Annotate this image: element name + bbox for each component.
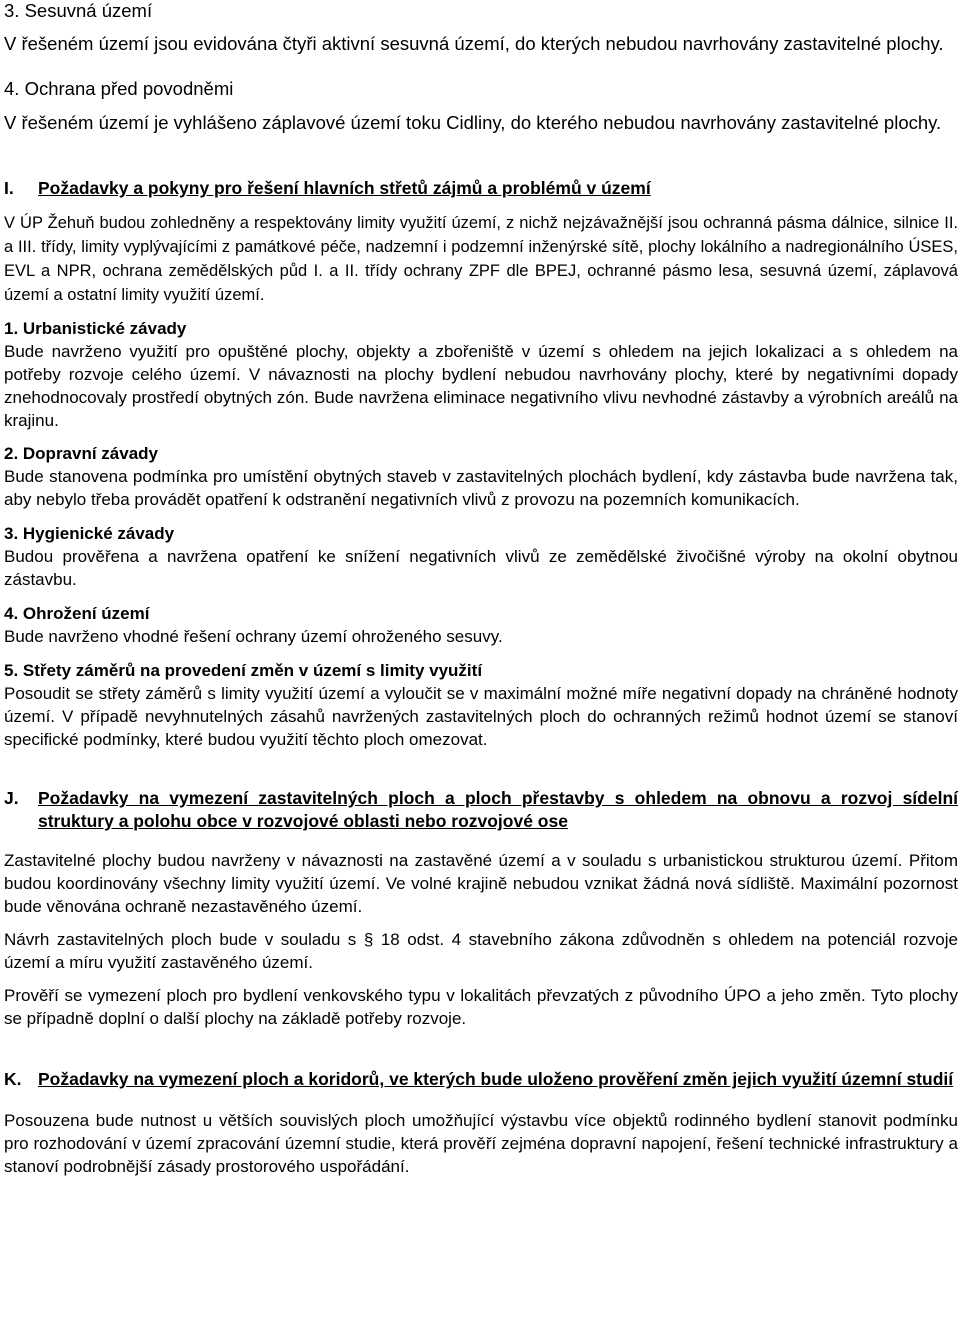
section-k-paragraph: Posouzena bude nutnost u větších souvislých ploch umožňující výstavbu více objektů rodinného bydlení stanovit podmínku pro rozhodování v území zpracování územní studie, která prověří zejména dopravní napojení, řešení technické infrastruktury a stanoví podrobnější zásady prostorového uspořádání.	[4, 1111, 958, 1176]
section-3-text: V řešeném území jsou evidována čtyři aktivní sesuvná území, do kterých nebudou navrhovány zastavitelné plochy.	[4, 33, 944, 54]
section-k-heading	[4, 1068, 958, 1091]
item-heading: 3. Hygienické závady	[4, 524, 175, 543]
section-i-item-5	[4, 659, 958, 751]
item-text: Bude stanovena podmínka pro umístění obytných staveb v zastavitelných plochách bydlení, kdy zástavba bude navržena tak, aby nebylo třeba provádět opatření k odstranění negativních vlivů z provozu na pozemních komunikacích.	[4, 467, 958, 509]
section-i-heading	[4, 177, 958, 200]
section-3-heading: 3. Sesuvná území	[4, 0, 153, 21]
section-i-letter: I.	[4, 178, 14, 198]
section-4-heading: 4. Ochrana před povodněmi	[4, 78, 234, 99]
section-4-text: V řešeném území je vyhlášeno záplavové území toku Cidliny, do kterého nebudou navrhovány zastavitelné plochy.	[4, 112, 942, 133]
document-page	[4, 0, 958, 1178]
section-j-letter: J.	[4, 788, 19, 808]
section-i-item-3	[4, 522, 958, 591]
section-i-item-4	[4, 602, 958, 648]
section-j-paragraph: Návrh zastavitelných ploch bude v souladu s § 18 odst. 4 stavebního zákona zdůvodněn s ohledem na potenciál rozvoje území a míru využití zastavěného území.	[4, 930, 958, 972]
item-heading: 1. Urbanistické závady	[4, 319, 187, 338]
section-k-title: Požadavky na vymezení ploch a koridorů, ve kterých bude uloženo prověření změn jejich využití územní studií	[38, 1069, 954, 1089]
section-i-title: Požadavky a pokyny pro řešení hlavních střetů zájmů a problémů v území	[38, 178, 651, 198]
item-text: Posoudit se střety záměrů s limity využití území a vyloučit se v maximální možné míře negativní dopady na chráněné hodnoty území. V případě nevyhnutelných zásahů navržených zastavitelných ploch do ochranných režimů hodnot území se stanoví specifické podmínky, které budou využití těchto ploch omezovat.	[4, 684, 958, 749]
item-text: Bude navrženo využití pro opuštěné plochy, objekty a zbořeniště v území s ohledem na jejich lokalizaci a s ohledem na potřeby rozvoje celého území. V návaznosti na plochy bydlení nebudou navrhovány plochy, které by negativními dopady znehodnocovaly prostředí obytných zón. Bude navržena eliminace negativního vlivu nevhodné zástavby a výrobních areálů na krajinu.	[4, 342, 958, 430]
section-i-text: V ÚP Žehuň budou zohledněny a respektovány limity využití území, z nichž nejzávažnější jsou ochranná pásma dálnice, silnice II. a III. třídy, limity vyplývajícími z památkové péče, nadzemní i podzemní inženýrské sítě, plochy lokálního a nadregionálního ÚSES, EVL a NPR, ochrana zemědělských půd I. a II. třídy ochrany ZPF dle BPEJ, ochranné pásmo lesa, sesuvná území, záplavová území a ostatní limity využití území.	[4, 214, 958, 304]
section-j-paragraph: Zastavitelné plochy budou navrženy v návaznosti na zastavěné území a v souladu s urbanistickou strukturou území. Přitom budou koordinovány všechny limity využití území. Ve volné krajině nebudou vznikat žádná nová sídliště. Maximální pozornost bude věnována ochraně nezastavěného území.	[4, 851, 958, 916]
section-j-heading	[4, 787, 958, 833]
section-j-title: Požadavky na vymezení zastavitelných ploch a ploch přestavby s ohledem na obnovu a rozvoj sídelní struktury a polohu obce v rozvojové oblasti nebo rozvojové ose	[38, 788, 958, 831]
section-k-letter: K.	[4, 1069, 22, 1089]
item-heading: 4. Ohrožení území	[4, 604, 150, 623]
item-text: Budou prověřena a navržena opatření ke snížení negativních vlivů ze zemědělské živočišné výroby na okolní obytnou zástavbu.	[4, 547, 958, 589]
item-heading: 2. Dopravní závady	[4, 444, 159, 463]
section-j-paragraph: Prověří se vymezení ploch pro bydlení venkovského typu v lokalitách převzatých z původního ÚPO a jeho změn. Tyto plochy se případně doplní o další plochy na základě potřeby rozvoje.	[4, 986, 958, 1028]
section-i-item-1	[4, 317, 958, 432]
item-text: Bude navrženo vhodné řešení ochrany území ohroženého sesuvy.	[4, 627, 503, 646]
item-heading: 5. Střety záměrů na provedení změn v území s limity využití	[4, 661, 483, 680]
section-i-item-2	[4, 442, 958, 511]
